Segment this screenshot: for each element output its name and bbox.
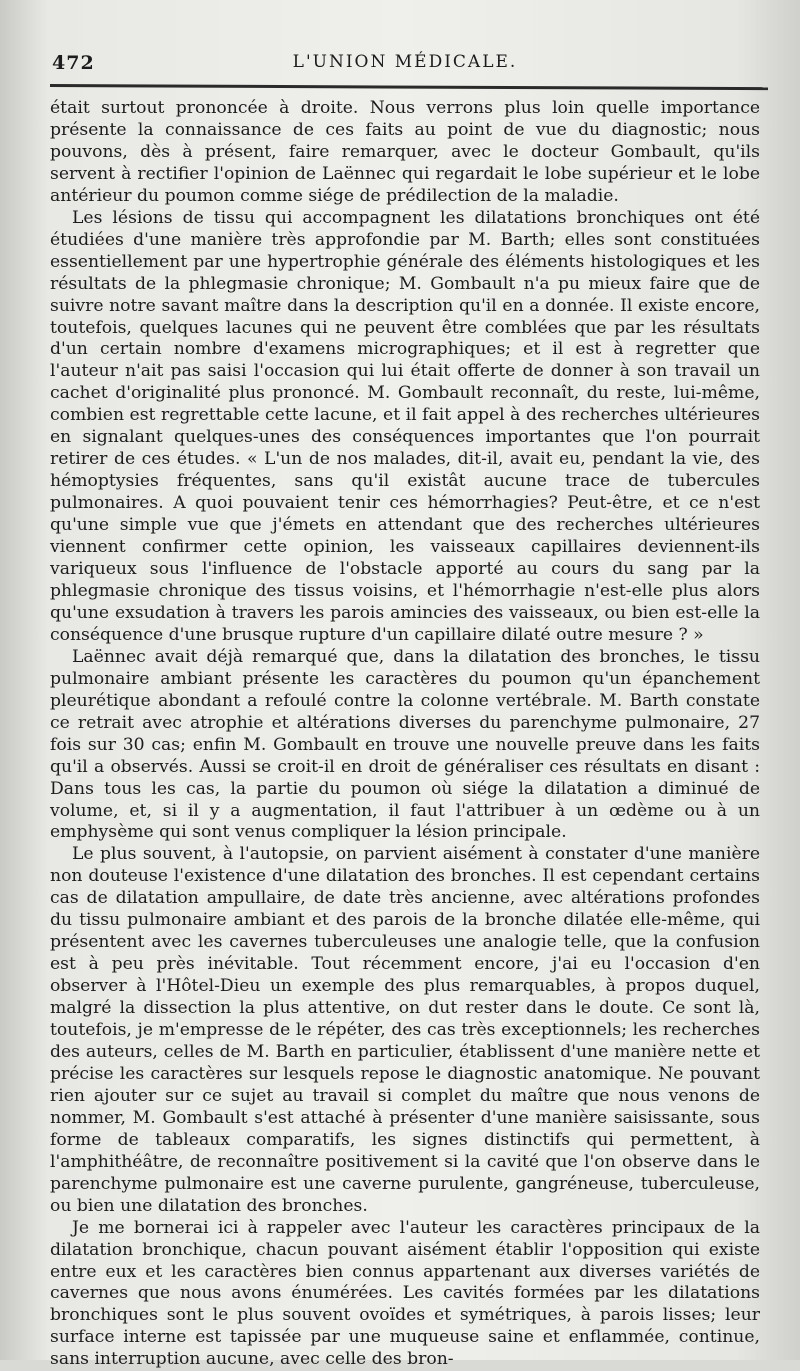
running-head: L'UNION MÉDICALE. xyxy=(292,52,518,72)
paragraph: Les lésions de tissu qui accompagnent les dilatations bronchiques ont été étudiées d'une manière très approfondie par M. Barth; elles sont constituées essentiellement par une hypertrophie générale des éléments histologiques et les résultats de la phlegmasie chronique; M. Gombault n'a pu mieux faire que de suivre notre savant maître dans la description qu'il en a donnée. Il existe encore, toutefois, quelques lacunes qui ne peuvent être comblées que par les résultats d'un certain nombre d'examens micrographiques; et il est à regretter que l'auteur n'ait pas saisi l'occasion qui lui était offerte de donner à son travail un cachet d'originalité plus prononcé. M. Gombault reconnaît, du reste, lui-même, combien est regrettable cette lacune, et il fait appel à des recherches ultérieures en signalant quelques-unes des conséquences importantes que l'on pourrait retirer de ces études. « L'un de nos malades, dit-il, avait eu, pendant la vie, des hémoptysies fréquentes, sans qu'il existât aucune trace de tubercules pulmonaires. A quoi pouvaient tenir ces hémorrhagies? Peut-être, et ce n'est qu'une simple vue que j'émets en attendant que des recherches ultérieures viennent confirmer cette opinion, les vaisseaux capillaires deviennent-ils variqueux sous l'influence de l'obstacle apporté au cours du sang par la phlegmasie chronique des tissus voisins, et l'hémorrhagie n'est-elle plus alors qu'une exsudation à travers les parois amincies des vaisseaux, ou bien est-elle la conséquence d'une brusque rupture d'un capillaire dilaté outre mesure ? » xyxy=(50,207,760,645)
paragraph: Laënnec avait déjà remarqué que, dans la dilatation des bronches, le tissu pulmonaire ambiant présente les caractères du poumon qu'un épanchement pleurétique abondant a refoulé contre la colonne vertébrale. M. Barth constate ce retrait avec atrophie et altérations diverses du parenchyme pulmonaire, 27 fois sur 30 cas; enfin M. Gombault en trouve une nouvelle preuve dans les faits qu'il a observés. Aussi se croit-il en droit de généraliser ces résultats en disant : Dans tous les cas, la partie du poumon où siége la dilatation a diminué de volume, et, si il y a augmentation, il faut l'attribuer à un œdème ou à un emphysème qui sont venus compliquer la lésion principale. xyxy=(50,646,760,843)
paragraph: Le plus souvent, à l'autopsie, on parvient aisément à constater d'une manière non douteuse l'existence d'une dilatation des bronches. Il est cependant certains cas de dilatation ampullaire, de date très ancienne, avec altérations profondes du tissu pulmonaire ambiant et des parois de la bronche dilatée elle-même, qui présentent avec les cavernes tuberculeuses une analogie telle, que la confusion est à peu près inévitable. Tout récemment encore, j'ai eu l'occasion d'en observer à l'Hôtel-Dieu un exemple des plus remarquables, à propos duquel, malgré la dissection la plus attentive, on dut rester dans le doute. Ce sont là, toutefois, je m'empresse de le répéter, des cas très exceptionnels; les recherches des auteurs, celles de M. Barth en particulier, établissent d'une manière nette et précise les caractères sur lesquels repose le diagnostic anatomique. Ne pouvant rien ajouter sur ce sujet au travail si complet du maître que nous venons de nommer, M. Gombault s'est attaché à présenter d'une manière saisissante, sous forme de tableaux comparatifs, les signes distinctifs qui permettent, à l'amphithéâtre, de reconnaître positivement si la cavité que l'on observe dans le parenchyme pulmonaire est une caverne purulente, gangréneuse, tuberculeuse, ou bien une dilatation des bronches. xyxy=(50,844,760,1216)
body-text xyxy=(50,98,760,1371)
header-rule xyxy=(50,84,768,90)
paragraph: était surtout prononcée à droite. Nous verrons plus loin quelle importance présente la connaissance de ces faits au point de vue du diagnostic; nous pouvons, dès à présent, faire remarquer, avec le docteur Gombault, qu'ils servent à rectifier l'opinion de Laënnec qui regardait le lobe supérieur et le lobe antérieur du poumon comme siége de prédilection de la maladie. xyxy=(50,98,760,206)
page-number: 472 xyxy=(52,52,95,74)
page-header xyxy=(50,48,760,74)
paragraph: Je me bornerai ici à rappeler avec l'auteur les caractères principaux de la dilatation bronchique, chacun pouvant aisément établir l'opposition qui existe entre eux et les caractères bien connus appartenant aux diverses variétés de cavernes que nous avons énumérées. Les cavités formées par les dilatations bronchiques sont le plus souvent ovoïdes et symétriques, à parois lisses; leur surface interne est tapissée par une muqueuse saine et enflammée, continue, sans interruption aucune, avec celle des bron- xyxy=(50,1217,760,1370)
